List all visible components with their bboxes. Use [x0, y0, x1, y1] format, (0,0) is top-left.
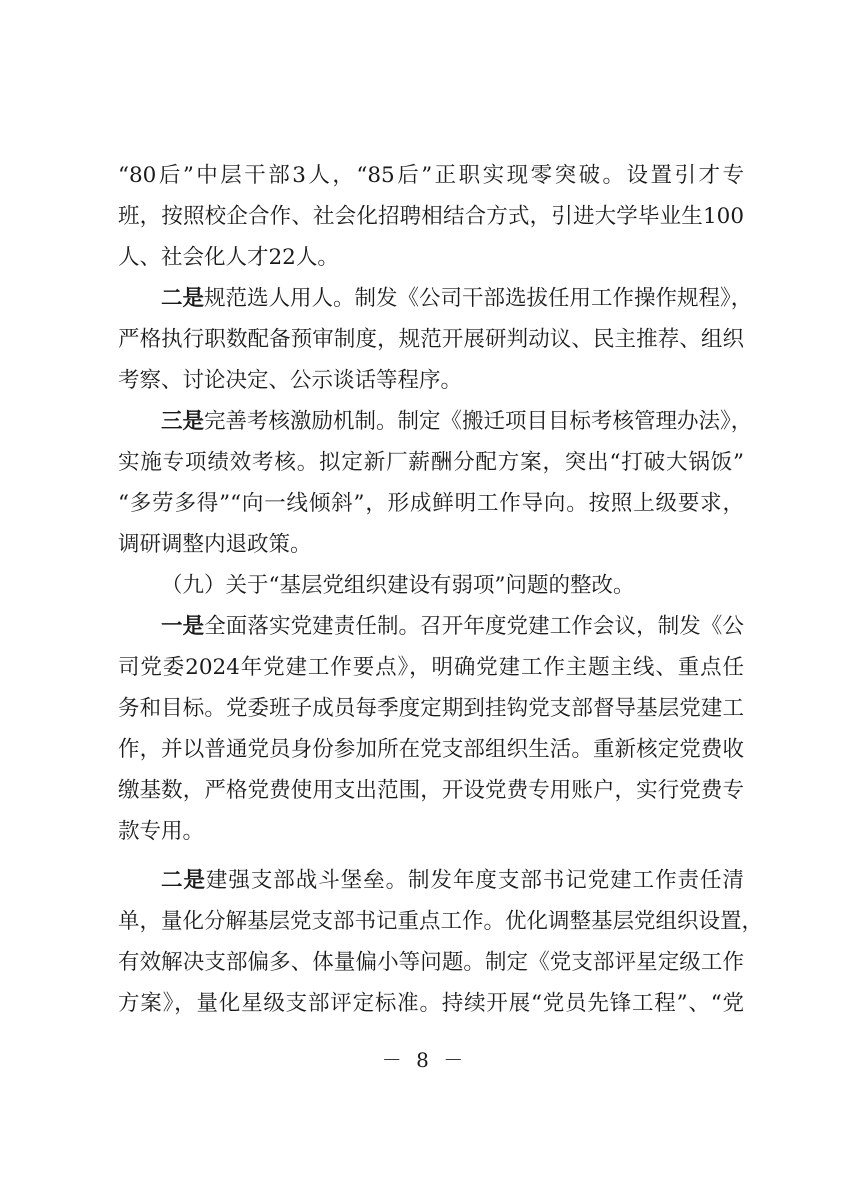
text-line: （九）关于“基层党组织建设有弱项”问题的整改。: [161, 573, 635, 598]
paragraph-lead: 二是: [161, 286, 205, 311]
text-run: 建强支部战斗堡垒。制发年度支部书记党建工作责任清: [205, 868, 744, 893]
document-body: [118, 155, 764, 1024]
text-line: 班，按照校企合作、社会化招聘相结合方式，引进大学毕业生100: [118, 204, 744, 229]
text-line: [118, 401, 753, 442]
section-heading: [118, 565, 744, 606]
text-line: “多劳多得”“向一线倾斜”，形成鲜明工作导向。按照上级要求，: [118, 491, 744, 516]
text-line: 司党委2024年党建工作要点》，明确党建工作主题主线、重点任: [118, 655, 744, 680]
text-line: 款专用。: [118, 819, 205, 844]
text-line: 方案》，量化星级支部评定标准。持续开展“党员先锋工程”、“党: [118, 991, 744, 1016]
text-line: 作，并以普通党员身份参加所在党支部组织生活。重新核定党费收: [118, 737, 744, 762]
text-line: [118, 606, 744, 647]
text-line: 有效解决支部偏多、体量偏小等问题。制定《党支部评星定级工作: [118, 950, 744, 975]
text-run: 全面落实党建责任制。召开年度党建工作会议，制发《公: [204, 614, 744, 639]
page-number: － 8 －: [381, 1048, 468, 1072]
paragraph: [118, 278, 753, 401]
text-line: 缴基数，严格党费使用支出范围，开设党费专用账户，实行党费专: [118, 778, 744, 803]
text-run: 规范选人用人。制发《公司干部选拔任用工作操作规程》，: [204, 286, 753, 311]
text-line: 单，量化分解基层党支部书记重点工作。优化调整基层党组织设置，: [118, 909, 764, 934]
paragraph: [118, 401, 753, 565]
text-line: 考察、讨论决定、公示谈话等程序。: [118, 368, 463, 393]
paragraph: [118, 860, 764, 1024]
text-line: 实施专项绩效考核。拟定新厂薪酬分配方案，突出“打破大锅饭”: [118, 450, 744, 475]
paragraph-spacer: [118, 852, 744, 860]
text-line: 务和目标。党委班子成员每季度定期到挂钩党支部督导基层党建工: [118, 696, 744, 721]
text-line: 调研调整内退政策。: [118, 532, 312, 557]
text-line: [118, 860, 744, 901]
text-line: 人、社会化人才22人。: [118, 245, 339, 270]
paragraph-lead: 一是: [161, 614, 205, 639]
paragraph: [118, 155, 744, 278]
text-line: [118, 278, 753, 319]
paragraph: [118, 606, 744, 852]
paragraph-lead: 二是: [161, 868, 206, 893]
paragraph-lead: 三是: [161, 409, 205, 434]
text-line: 严格执行职数配备预审制度，规范开展研判动议、民主推荐、组织: [118, 327, 744, 352]
text-run: 完善考核激励机制。制定《搬迁项目目标考核管理办法》，: [204, 409, 753, 434]
text-line: “80后”中层干部3人，“85后”正职实现零突破。设置引才专: [118, 163, 744, 188]
